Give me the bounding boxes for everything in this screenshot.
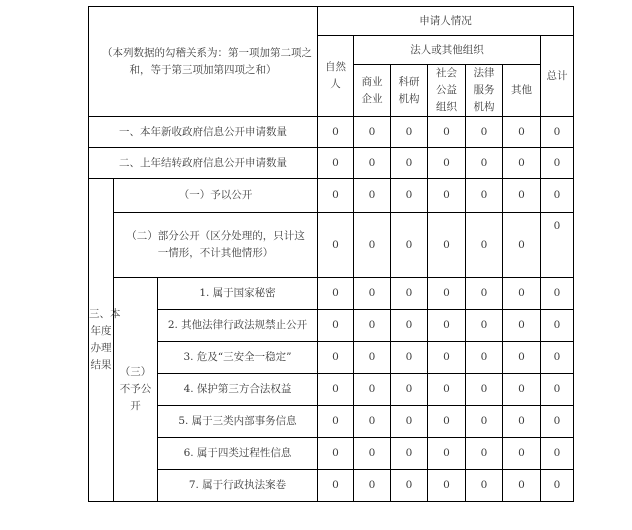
- cell-row2-natural-person: 0: [318, 148, 354, 179]
- government-information-disclosure-table: [88, 6, 574, 502]
- header-col-natural-person: [318, 36, 354, 117]
- table-row: [89, 310, 574, 342]
- cell-deny2-legal-service-org: 0: [466, 310, 503, 342]
- table-row: [89, 213, 574, 278]
- cell-deny3-research-institution: 0: [391, 342, 428, 374]
- cell-row1-commercial-enterprise: 0: [354, 117, 391, 148]
- cell-deny5-social-welfare-org: 0: [428, 406, 466, 438]
- table-row: [89, 374, 574, 406]
- cell-row4-research-institution: 0: [391, 213, 428, 278]
- cell-deny4-social-welfare-org: 0: [428, 374, 466, 406]
- row-label-deny-item-5: 5. 属于三类内部事务信息: [158, 406, 318, 438]
- cell-row4-total: 0: [541, 213, 574, 278]
- header-applicant-group: 申请人情况: [318, 7, 574, 36]
- row-label-partial-disclosure: [114, 213, 318, 278]
- cell-deny3-commercial-enterprise: 0: [354, 342, 391, 374]
- header-col-legal-service-org-line3: 机构: [473, 101, 495, 113]
- row-label-partial-disclosure-line2: 一情形，不计其他情形）: [157, 247, 274, 259]
- cell-row1-social-welfare-org: 0: [428, 117, 466, 148]
- cell-row2-research-institution: 0: [391, 148, 428, 179]
- header-col-other-line1: 其他: [511, 84, 532, 96]
- row-label-deny-item-6: 6. 属于四类过程性信息: [158, 438, 318, 470]
- cell-row3-research-institution: 0: [391, 179, 428, 213]
- header-col-commercial-enterprise-line2: 企业: [361, 92, 383, 105]
- cell-row2-other: 0: [503, 148, 541, 179]
- table-row: [89, 470, 574, 502]
- cell-deny7-commercial-enterprise: 0: [354, 470, 391, 502]
- header-col-total: [541, 36, 574, 117]
- header-col-legal-service-org: [466, 65, 503, 117]
- cell-row3-commercial-enterprise: 0: [354, 179, 391, 213]
- table-row: [89, 179, 574, 213]
- header-col-natural-person-line2: 人: [330, 78, 341, 90]
- table-row: [89, 406, 574, 438]
- cell-deny2-commercial-enterprise: 0: [354, 310, 391, 342]
- description-note-cell: [89, 7, 318, 117]
- header-col-commercial-enterprise-line1: 商业: [361, 75, 383, 88]
- section-label-line1: 三、本: [89, 308, 121, 320]
- cell-row4-social-welfare-org: 0: [428, 213, 466, 278]
- cell-row4-commercial-enterprise: 0: [354, 213, 391, 278]
- cell-row2-social-welfare-org: 0: [428, 148, 466, 179]
- cell-deny3-legal-service-org: 0: [466, 342, 503, 374]
- cell-row3-other: 0: [503, 179, 541, 213]
- cell-row1-natural-person: 0: [318, 117, 354, 148]
- cell-deny5-commercial-enterprise: 0: [354, 406, 391, 438]
- row-label-new-applications: 一、本年新收政府信息公开申请数量: [89, 117, 318, 148]
- header-col-legal-service-org-line1: 法律: [473, 67, 495, 79]
- cell-deny6-other: 0: [503, 438, 541, 470]
- subsection-label-line2: 不予公: [119, 383, 152, 395]
- cell-row2-legal-service-org: 0: [466, 148, 503, 179]
- cell-deny3-natural-person: 0: [318, 342, 354, 374]
- header-col-research-institution-line1: 科研: [398, 75, 420, 88]
- row-label-deny-item-3: 3. 危及“三安全一稳定”: [158, 342, 318, 374]
- cell-deny4-commercial-enterprise: 0: [354, 374, 391, 406]
- cell-row1-legal-service-org: 0: [466, 117, 503, 148]
- cell-deny4-legal-service-org: 0: [466, 374, 503, 406]
- cell-deny2-natural-person: 0: [318, 310, 354, 342]
- cell-row3-natural-person: 0: [318, 179, 354, 213]
- cell-deny6-total: 0: [541, 438, 574, 470]
- subsection-label-line3: 开: [130, 400, 141, 412]
- cell-deny1-total: 0: [541, 278, 574, 310]
- header-col-legal-service-org-line2: 服务: [473, 84, 495, 96]
- cell-row3-social-welfare-org: 0: [428, 179, 466, 213]
- cell-deny3-social-welfare-org: 0: [428, 342, 466, 374]
- cell-deny1-commercial-enterprise: 0: [354, 278, 391, 310]
- header-legal-entity-group: 法人或其他组织: [354, 36, 541, 65]
- header-col-total-line1: 总计: [546, 69, 568, 82]
- cell-deny4-natural-person: 0: [318, 374, 354, 406]
- cell-deny1-social-welfare-org: 0: [428, 278, 466, 310]
- cell-deny6-natural-person: 0: [318, 438, 354, 470]
- cell-deny4-research-institution: 0: [391, 374, 428, 406]
- cell-deny7-total: 0: [541, 470, 574, 502]
- cell-deny7-social-welfare-org: 0: [428, 470, 466, 502]
- cell-deny4-total: 0: [541, 374, 574, 406]
- header-col-other: [503, 65, 541, 117]
- section-label-line3: 办理: [90, 342, 112, 354]
- cell-row1-research-institution: 0: [391, 117, 428, 148]
- header-col-research-institution-line2: 机构: [398, 92, 420, 105]
- row-label-deny-item-4: 4. 保护第三方合法权益: [158, 374, 318, 406]
- cell-deny6-legal-service-org: 0: [466, 438, 503, 470]
- cell-row4-other: 0: [503, 213, 541, 278]
- header-col-research-institution: [391, 65, 428, 117]
- header-col-commercial-enterprise: [354, 65, 391, 117]
- cell-deny6-commercial-enterprise: 0: [354, 438, 391, 470]
- table-row: [89, 438, 574, 470]
- header-col-social-welfare-org-line2: 公益: [436, 84, 457, 96]
- cell-row4-legal-service-org: 0: [466, 213, 503, 278]
- row-label-full-disclosure: （一）予以公开: [114, 179, 318, 213]
- cell-deny6-research-institution: 0: [391, 438, 428, 470]
- cell-row3-legal-service-org: 0: [466, 179, 503, 213]
- cell-deny2-total: 0: [541, 310, 574, 342]
- cell-deny2-research-institution: 0: [391, 310, 428, 342]
- cell-row2-commercial-enterprise: 0: [354, 148, 391, 179]
- cell-deny5-total: 0: [541, 406, 574, 438]
- cell-deny4-other: 0: [503, 374, 541, 406]
- section-label-line4: 结果: [90, 359, 112, 371]
- description-note-line1: （本列数据的勾稽关系为：第一项加第二项之: [102, 46, 312, 59]
- table-row: [89, 148, 574, 179]
- row-label-deny-item-7: 7. 属于行政执法案卷: [158, 470, 318, 502]
- row-label-deny-item-1: 1. 属于国家秘密: [158, 278, 318, 310]
- header-row-tier1: [89, 7, 574, 36]
- table-row: [89, 278, 574, 310]
- section-label-line2: 年度: [90, 325, 112, 337]
- cell-deny3-other: 0: [503, 342, 541, 374]
- row-label-partial-disclosure-line1: （二）部分公开（区分处理的，只计这: [126, 230, 305, 242]
- cell-deny1-other: 0: [503, 278, 541, 310]
- description-note-line2: 和，等于第三项加第四项之和）: [129, 63, 277, 76]
- row-label-deny-item-2: 2. 其他法律行政法规禁止公开: [158, 310, 318, 342]
- cell-row4-natural-person: 0: [318, 213, 354, 278]
- cell-deny7-natural-person: 0: [318, 470, 354, 502]
- cell-deny3-total: 0: [541, 342, 574, 374]
- header-col-social-welfare-org-line3: 组织: [436, 101, 457, 113]
- header-col-social-welfare-org: [428, 65, 466, 117]
- cell-row3-total: 0: [541, 179, 574, 213]
- table-row: [89, 342, 574, 374]
- cell-deny1-legal-service-org: 0: [466, 278, 503, 310]
- header-col-natural-person-line1: 自然: [325, 61, 346, 73]
- cell-deny2-social-welfare-org: 0: [428, 310, 466, 342]
- cell-deny5-research-institution: 0: [391, 406, 428, 438]
- cell-row2-total: 0: [541, 148, 574, 179]
- cell-deny7-research-institution: 0: [391, 470, 428, 502]
- cell-deny6-social-welfare-org: 0: [428, 438, 466, 470]
- cell-row1-other: 0: [503, 117, 541, 148]
- row-label-carryover-applications: 二、上年结转政府信息公开申请数量: [89, 148, 318, 179]
- cell-deny1-natural-person: 0: [318, 278, 354, 310]
- cell-deny5-legal-service-org: 0: [466, 406, 503, 438]
- cell-deny1-research-institution: 0: [391, 278, 428, 310]
- cell-deny7-other: 0: [503, 470, 541, 502]
- cell-deny7-legal-service-org: 0: [466, 470, 503, 502]
- header-col-social-welfare-org-line1: 社会: [436, 67, 457, 79]
- subsection-label-line1: （三）: [119, 366, 152, 378]
- table-row: [89, 117, 574, 148]
- cell-deny5-other: 0: [503, 406, 541, 438]
- section-label-annual-processing-result: [89, 179, 121, 502]
- cell-deny2-other: 0: [503, 310, 541, 342]
- cell-row1-total: 0: [541, 117, 574, 148]
- cell-deny5-natural-person: 0: [318, 406, 354, 438]
